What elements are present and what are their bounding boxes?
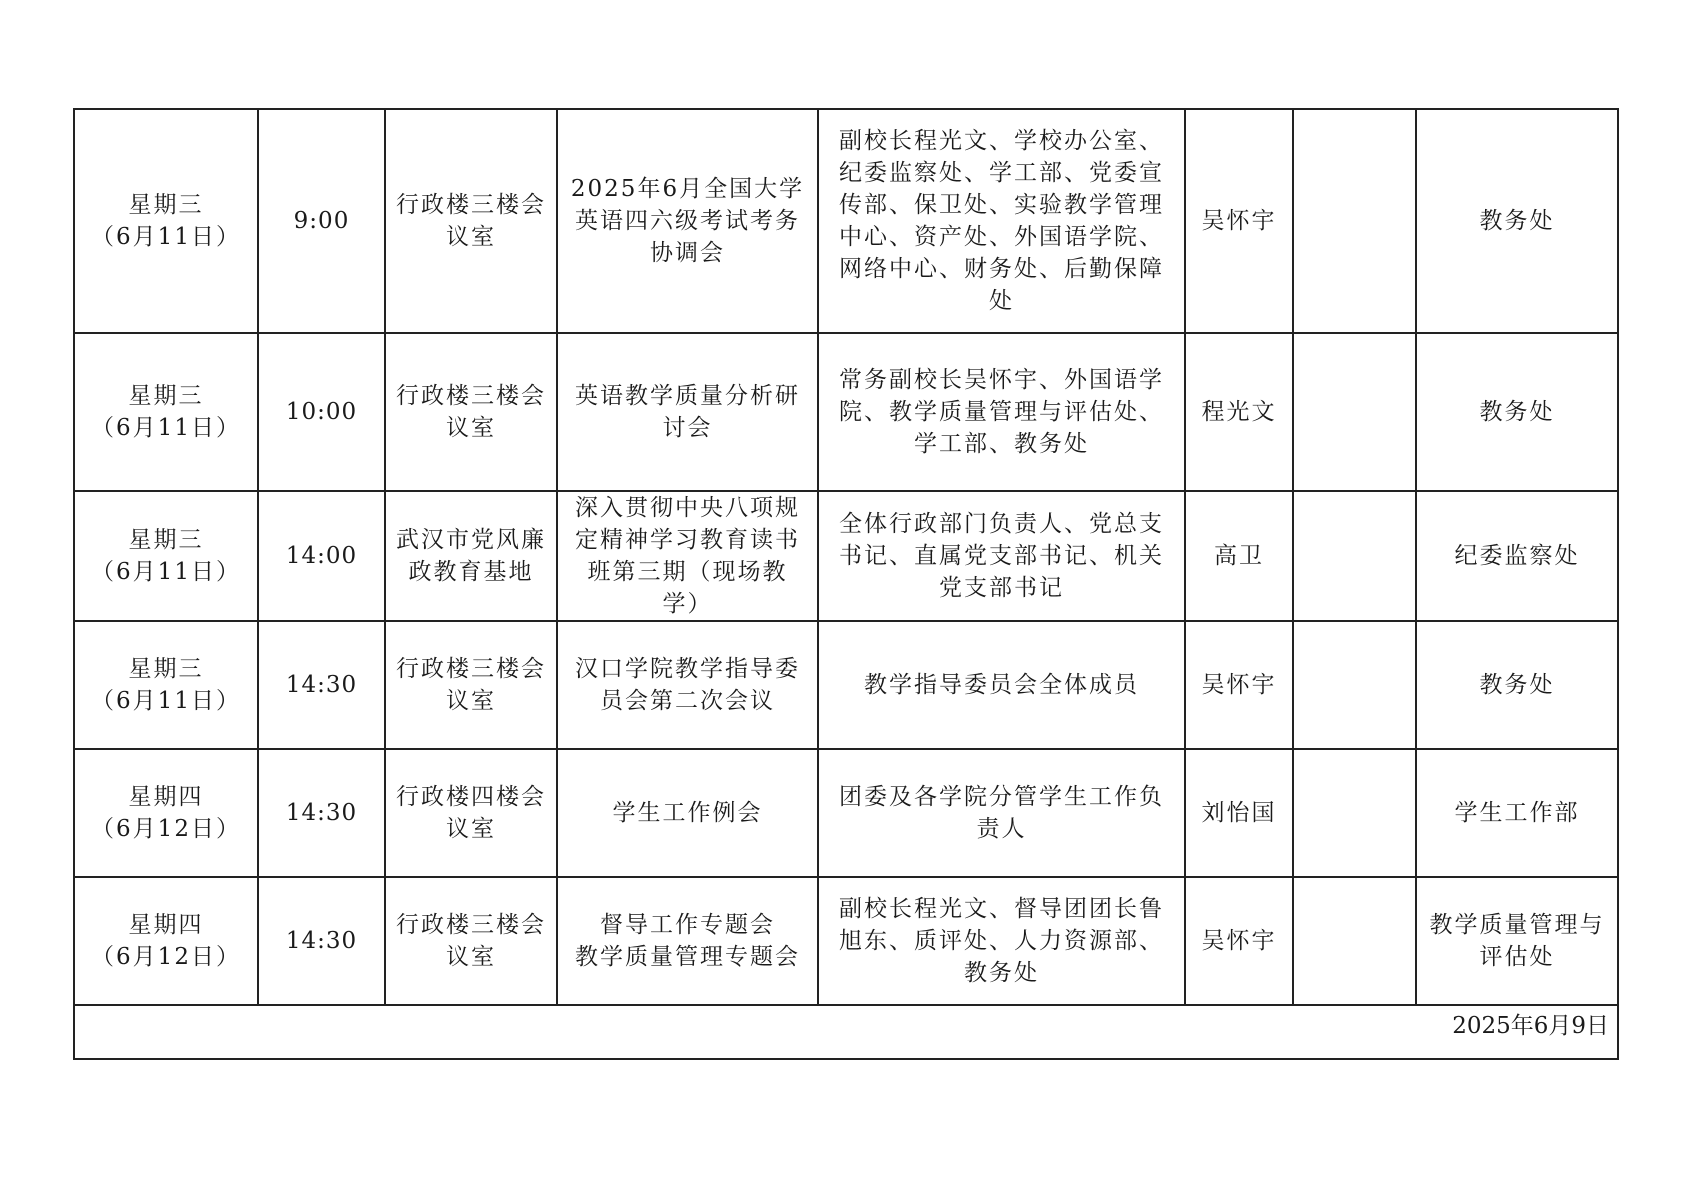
organizer-cell: 教务处	[1416, 109, 1618, 333]
table-row	[74, 621, 1618, 749]
location-cell: 行政楼三楼会 议室	[385, 333, 557, 491]
table-row	[74, 333, 1618, 491]
organizer-cell: 教务处	[1416, 621, 1618, 749]
attendees-cell: 全体行政部门负责人、党总支 书记、直属党支部书记、机关 党支部书记	[818, 491, 1185, 621]
organizer-cell: 教务处	[1416, 333, 1618, 491]
table-row	[74, 109, 1618, 333]
time-cell: 14:30	[258, 877, 385, 1005]
note-cell	[1293, 877, 1416, 1005]
host-cell: 吴怀宇	[1185, 109, 1293, 333]
note-cell	[1293, 749, 1416, 877]
topic-cell: 学生工作例会	[557, 749, 818, 877]
day-cell: 星期三 （6月11日）	[74, 491, 258, 621]
topic-cell: 汉口学院教学指导委 员会第二次会议	[557, 621, 818, 749]
issue-date: 2025年6月9日	[74, 1005, 1618, 1059]
note-cell	[1293, 109, 1416, 333]
meeting-schedule-table	[73, 108, 1619, 1060]
day-cell: 星期三 （6月11日）	[74, 109, 258, 333]
table-row	[74, 491, 1618, 621]
attendees-cell: 常务副校长吴怀宇、外国语学 院、教学质量管理与评估处、 学工部、教务处	[818, 333, 1185, 491]
topic-cell: 深入贯彻中央八项规 定精神学习教育读书 班第三期（现场教 学）	[557, 491, 818, 621]
organizer-cell: 教学质量管理与 评估处	[1416, 877, 1618, 1005]
day-cell: 星期四 （6月12日）	[74, 877, 258, 1005]
note-cell	[1293, 491, 1416, 621]
host-cell: 刘怡国	[1185, 749, 1293, 877]
attendees-cell: 副校长程光文、学校办公室、 纪委监察处、学工部、党委宣 传部、保卫处、实验教学管理 中心、资产处、外国语学院、 网络中心、财务处、后勤保障 处	[818, 109, 1185, 333]
note-cell	[1293, 621, 1416, 749]
topic-cell: 督导工作专题会 教学质量管理专题会	[557, 877, 818, 1005]
table-row	[74, 749, 1618, 877]
topic-cell: 2025年6月全国大学 英语四六级考试考务 协调会	[557, 109, 818, 333]
time-cell: 14:30	[258, 621, 385, 749]
day-cell: 星期三 （6月11日）	[74, 333, 258, 491]
attendees-cell: 团委及各学院分管学生工作负 责人	[818, 749, 1185, 877]
organizer-cell: 纪委监察处	[1416, 491, 1618, 621]
attendees-cell: 教学指导委员会全体成员	[818, 621, 1185, 749]
footer-row	[74, 1005, 1618, 1059]
location-cell: 行政楼三楼会 议室	[385, 109, 557, 333]
location-cell: 行政楼四楼会 议室	[385, 749, 557, 877]
day-cell: 星期四 （6月12日）	[74, 749, 258, 877]
note-cell	[1293, 333, 1416, 491]
host-cell: 吴怀宇	[1185, 621, 1293, 749]
host-cell: 高卫	[1185, 491, 1293, 621]
location-cell: 行政楼三楼会 议室	[385, 877, 557, 1005]
location-cell: 行政楼三楼会 议室	[385, 621, 557, 749]
organizer-cell: 学生工作部	[1416, 749, 1618, 877]
table-row	[74, 877, 1618, 1005]
host-cell: 吴怀宇	[1185, 877, 1293, 1005]
time-cell: 9:00	[258, 109, 385, 333]
attendees-cell: 副校长程光文、督导团团长鲁 旭东、质评处、人力资源部、 教务处	[818, 877, 1185, 1005]
time-cell: 10:00	[258, 333, 385, 491]
host-cell: 程光文	[1185, 333, 1293, 491]
location-cell: 武汉市党风廉 政教育基地	[385, 491, 557, 621]
day-cell: 星期三 （6月11日）	[74, 621, 258, 749]
time-cell: 14:00	[258, 491, 385, 621]
time-cell: 14:30	[258, 749, 385, 877]
topic-cell: 英语教学质量分析研 讨会	[557, 333, 818, 491]
